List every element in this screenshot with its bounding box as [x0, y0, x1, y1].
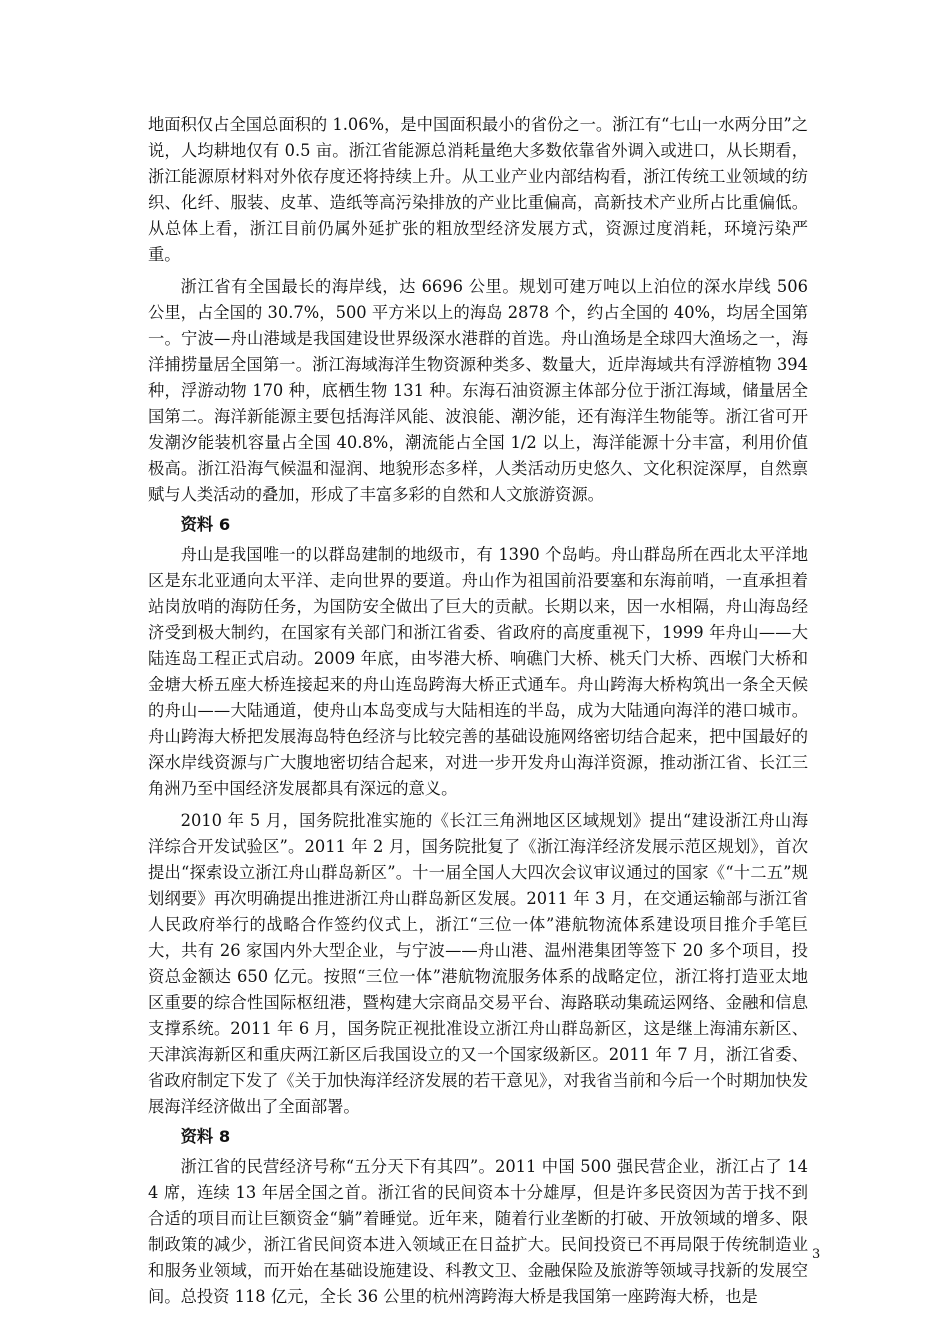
section-heading-8: 资料 8: [180, 1127, 231, 1146]
paragraph-zhoushan: 舟山是我国唯一的以群岛建制的地级市，有 1390 个岛屿。舟山群岛所在西北太平洋地区是东北亚通向太平洋、走向世界的要道。舟山作为祖国前沿要塞和东海前哨，一直承担着站岗放哨的海防任务，为国防安全做出了巨大的贡献。长期以来，因一水相隔，舟山海岛经济受到极大制约，在国家有关部门和浙江省委、省政府的高度重视下，1999 年舟山——大陆连岛工程正式启动。2009 年底，由岑港大桥、响礁门大桥、桃夭门大桥、西堠门大桥和金塘大桥五座大桥连接起来的舟山连岛跨海大桥正式通车。舟山跨海大桥构筑出一条全天候的舟山——大陆通道，使舟山本岛变成与大陆相连的半岛，成为大陆通向海洋的港口城市。舟山跨海大桥把发展海岛特色经济与比较完善的基础设施网络密切结合起来，把中国最好的深水岸线资源与广大腹地密切结合起来，对进一步开发舟山海洋资源，推动浙江省、长江三角洲乃至中国经济发展都具有深远的意义。: [148, 545, 808, 798]
section-heading-6: 资料 6: [180, 515, 231, 534]
document-body: [148, 112, 808, 1310]
paragraph-zhoushan-new-area: 2010 年 5 月，国务院批准实施的《长江三角洲地区区域规划》提出“建设浙江舟山海洋综合开发试验区”。2011 年 2 月，国务院批复了《浙江海洋经济发展示范区规划》，首次提出“探索设立浙江舟山群岛新区”。十一届全国人大四次会议审议通过的国家《“十二五”规划纲要》再次明确提出推进浙江舟山群岛新区发展。2011 年 3 月，在交通运输部与浙江省人民政府举行的战略合作签约仪式上，浙江“三位一体”港航物流体系建设项目推介手笔巨大，共有 26 家国内外大型企业，与宁波——舟山港、温州港集团等签下 20 多个项目，投资总金额达 650 亿元。按照“三位一体”港航物流服务体系的战略定位，浙江将打造亚太地区重要的综合性国际枢纽港，暨构建大宗商品交易平台、海路联动集疏运网络、金融和信息支撑系统。2011 年 6 月，国务院正视批准设立浙江舟山群岛新区，这是继上海浦东新区、天津滨海新区和重庆两江新区后我国设立的又一个国家级新区。2011 年 7 月，浙江省委、省政府制定下发了《关于加快海洋经济发展的若干意见》，对我省当前和今后一个时期加快发展海洋经济做出了全面部署。: [148, 811, 808, 1116]
page-number: 3: [812, 1247, 821, 1262]
paragraph-coastline: 浙江省有全国最长的海岸线，达 6696 公里。规划可建万吨以上泊位的深水岸线 506 公里，占全国的 30.7%，500 平方米以上的海岛 2878 个，约占全国的 40%，均居全国第一。宁波—舟山港域是我国建设世界级深水港群的首选。舟山渔场是全球四大渔场之一，海洋捕捞量居全国第一。浙江海域海洋生物资源种类多、数量大，近岸海域共有浮游植物 394 种，浮游动物 170 种，底栖生物 131 种。东海石油资源主体部分位于浙江海域，储量居全国第二。海洋新能源主要包括海洋风能、波浪能、潮汐能，还有海洋生物能等。浙江省可开发潮汐能装机容量占全国 40.8%，潮流能占全国 1/2 以上，海洋能源十分丰富，利用价值极高。浙江沿海气候温和湿润、地貌形态多样，人类活动历史悠久、文化积淀深厚，自然禀赋与人类活动的叠加，形成了丰富多彩的自然和人文旅游资源。: [148, 277, 808, 504]
paragraph-private-economy: 浙江省的民营经济号称“五分天下有其四”。2011 中国 500 强民营企业，浙江占了 144 席，连续 13 年居全国之首。浙江省的民间资本十分雄厚，但是许多民资因为苦于找不到合适的项目而让巨额资金“躺”着睡觉。近年来，随着行业垄断的打破、开放领域的增多、限制政策的减少，浙江省民间资本进入领域正在日益扩大。民间投资已不再局限于传统制造业和服务业领域，而开始在基础设施建设、科教文卫、金融保险及旅游等领域寻找新的发展空间。总投资 118 亿元，全长 36 公里的杭州湾跨海大桥是我国第一座跨海大桥，也是: [148, 1157, 808, 1306]
paragraph-land-resources: 地面积仅占全国总面积的 1.06%，是中国面积最小的省份之一。浙江有“七山一水两分田”之说，人均耕地仅有 0.5 亩。浙江省能源总消耗量绝大多数依靠省外调入或进口，从长期看，浙江能源原材料对外依存度还将持续上升。从工业产业内部结构看，浙江传统工业领域的纺织、化纤、服装、皮革、造纸等高污染排放的产业比重偏高，高新技术产业所占比重偏低。从总体上看，浙江目前仍属外延扩张的粗放型经济发展方式，资源过度消耗，环境污染严重。: [148, 115, 808, 264]
